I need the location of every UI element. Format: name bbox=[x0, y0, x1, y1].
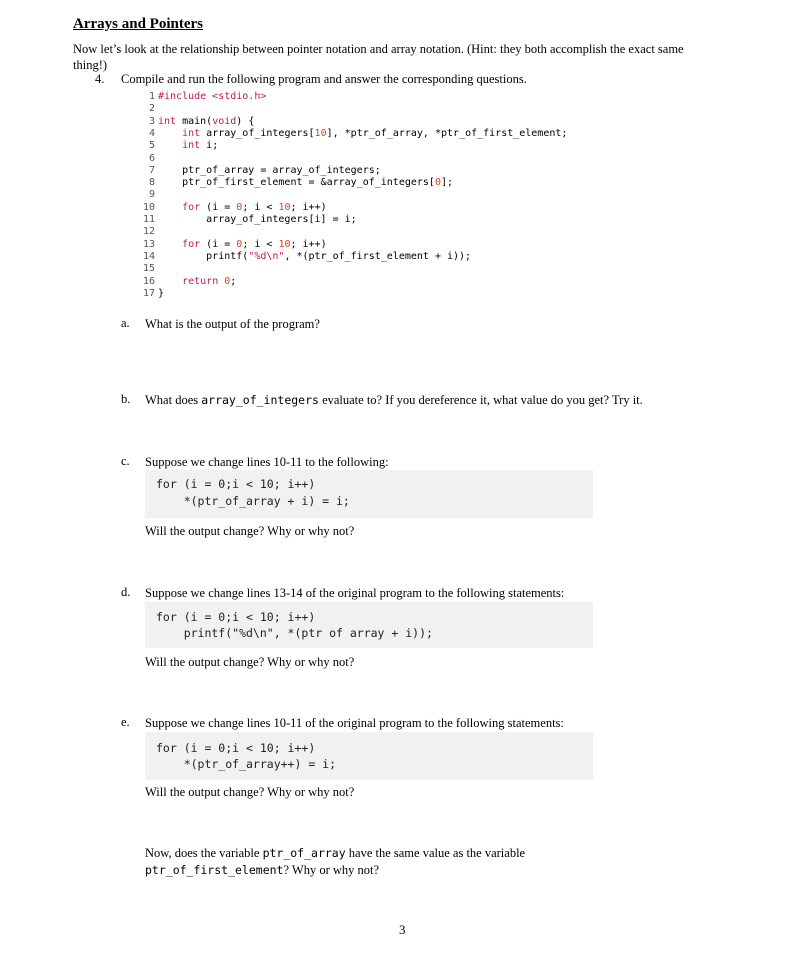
code-line-number: 9 bbox=[148, 189, 155, 201]
code-line-number: 14 bbox=[143, 250, 156, 262]
code-line-text: printf("%d\n", *(ptr_of_first_element + i)); bbox=[158, 250, 472, 262]
code-line-number: 12 bbox=[143, 226, 156, 238]
code-line-text: return 0; bbox=[182, 275, 237, 287]
code-line-number: 17 bbox=[143, 287, 156, 299]
part-b-pre: What does bbox=[145, 393, 202, 407]
code-line bbox=[143, 214, 357, 226]
code-line bbox=[143, 239, 327, 251]
code-line bbox=[143, 165, 381, 177]
code-line-number: 15 bbox=[143, 263, 156, 275]
code-line-number: 13 bbox=[143, 238, 156, 250]
part-c-letter: c. bbox=[121, 454, 130, 468]
code-line-number: 10 bbox=[143, 201, 156, 213]
code-line-number: 16 bbox=[143, 275, 156, 287]
code-line bbox=[143, 177, 453, 189]
intro-line-2: thing!) bbox=[73, 58, 108, 72]
code-line-number: 8 bbox=[148, 177, 155, 189]
code-line-text: array_of_integers[i] = i; bbox=[158, 214, 357, 225]
final-code-2: ptr_of_first_element bbox=[145, 863, 284, 877]
part-d-question: Suppose we change lines 13-14 of the original program to the following statements: bbox=[145, 586, 565, 600]
part-d-code-box bbox=[145, 602, 593, 648]
final-question-line-2 bbox=[145, 862, 379, 878]
code-line bbox=[143, 103, 158, 115]
code-line bbox=[143, 251, 471, 263]
code-line bbox=[143, 153, 158, 165]
part-c-question: Suppose we change lines 10-11 to the following: bbox=[145, 455, 389, 469]
part-e-followup: Will the output change? Why or why not? bbox=[145, 785, 355, 799]
code-line-number: 4 bbox=[148, 127, 155, 139]
code-line-number: 7 bbox=[148, 164, 155, 176]
part-d-code-line-2: printf("%d\n", *(ptr of array + i)); bbox=[156, 626, 433, 640]
final-code-1: ptr_of_array bbox=[262, 846, 346, 860]
code-line bbox=[143, 202, 327, 214]
part-e-letter: e. bbox=[121, 715, 130, 729]
part-d-followup: Will the output change? Why or why not? bbox=[145, 655, 355, 669]
code-line-text: #include <stdio.h> bbox=[158, 91, 267, 102]
part-c-code-box bbox=[145, 470, 593, 518]
intro-paragraph bbox=[73, 41, 753, 73]
page-number: 3 bbox=[399, 922, 406, 937]
code-line-text: for (i = 0; i < 10; i++) bbox=[182, 238, 327, 250]
code-line-number: 5 bbox=[148, 140, 155, 152]
code-line bbox=[143, 263, 158, 275]
code-line-text: ptr_of_array = array_of_integers; bbox=[158, 164, 381, 176]
part-b-letter: b. bbox=[121, 392, 131, 406]
code-line bbox=[143, 226, 158, 238]
part-e-code-box bbox=[145, 732, 593, 780]
code-line-text: ptr_of_first_element = &array_of_integers[0]; bbox=[158, 177, 454, 189]
part-d-letter: d. bbox=[121, 585, 131, 599]
part-c-code-line-2: *(ptr_of_array + i) = i; bbox=[156, 494, 350, 508]
part-a-letter: a. bbox=[121, 316, 130, 330]
part-c-code-line-1: for (i = 0;i < 10; i++) bbox=[156, 477, 316, 491]
final-question-line-1 bbox=[145, 845, 525, 861]
code-line bbox=[143, 189, 158, 201]
page-title: Arrays and Pointers bbox=[73, 16, 203, 32]
code-line-text: int i; bbox=[182, 140, 219, 152]
code-line bbox=[143, 128, 567, 140]
code-line-number: 1 bbox=[148, 91, 155, 102]
part-c-followup: Will the output change? Why or why not? bbox=[145, 524, 355, 538]
code-line-text: int main(void) { bbox=[158, 115, 255, 127]
code-line bbox=[143, 288, 164, 300]
part-a-question: What is the output of the program? bbox=[145, 317, 320, 331]
part-b-post: evaluate to? If you dereference it, what value do you get? Try it. bbox=[318, 393, 643, 407]
code-line bbox=[143, 140, 218, 152]
code-line-number: 3 bbox=[148, 115, 155, 127]
code-line bbox=[143, 116, 254, 128]
intro-line-1: Now let’s look at the relationship between pointer notation and array notation. (Hint: they both accomplish the exact same bbox=[73, 42, 684, 56]
code-line bbox=[143, 91, 266, 103]
question-number: 4. bbox=[95, 72, 105, 86]
code-line-text: for (i = 0; i < 10; i++) bbox=[182, 201, 327, 213]
code-line bbox=[143, 276, 236, 288]
question-text: Compile and run the following program and answer the corresponding questions. bbox=[121, 72, 527, 86]
part-e-code-line-1: for (i = 0;i < 10; i++) bbox=[156, 741, 316, 755]
part-d-code-line-1: for (i = 0;i < 10; i++) bbox=[156, 610, 316, 624]
code-line-number: 11 bbox=[143, 214, 156, 225]
final-post-1: have the same value as the variable bbox=[345, 846, 526, 860]
final-post-2: ? Why or why not? bbox=[283, 863, 380, 877]
part-b-code: array_of_integers bbox=[201, 393, 319, 407]
code-line-number: 6 bbox=[148, 152, 155, 164]
code-line-number: 2 bbox=[148, 103, 155, 115]
code-line-text: } bbox=[158, 287, 165, 299]
part-e-code-line-2: *(ptr_of_array++) = i; bbox=[156, 757, 337, 771]
code-line-text: int array_of_integers[10], *ptr_of_array, *ptr_of_first_element; bbox=[182, 127, 568, 139]
final-pre: Now, does the variable bbox=[145, 846, 263, 860]
part-b-question bbox=[145, 392, 643, 408]
part-e-question: Suppose we change lines 10-11 of the original program to the following statements: bbox=[145, 716, 564, 730]
